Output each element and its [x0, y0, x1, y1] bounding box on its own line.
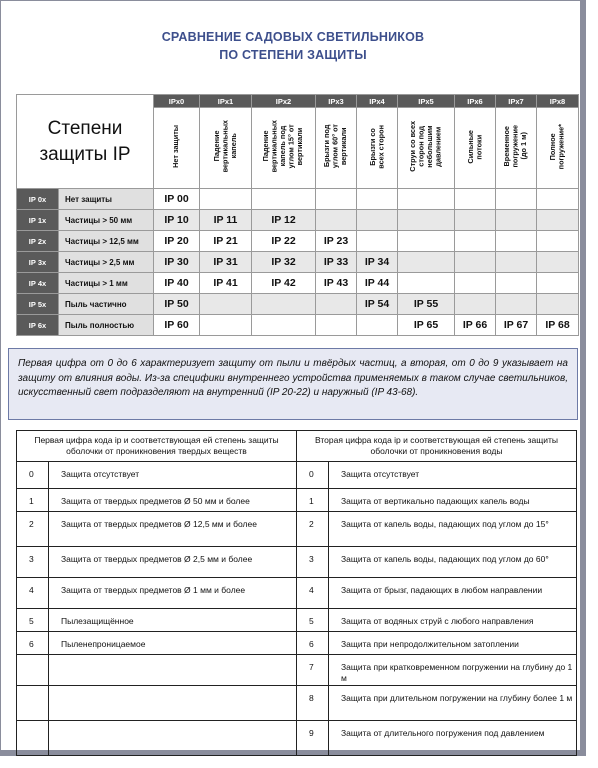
ip-cell: IP 11 [200, 210, 252, 231]
code-description [49, 686, 297, 721]
column-desc [154, 108, 200, 189]
code-row [17, 632, 297, 655]
ip-cell: IP 22 [252, 231, 316, 252]
code-description: Защита при непродолжительном затоплении [329, 632, 577, 655]
ip-row [17, 294, 579, 315]
ip-row [17, 189, 579, 210]
code-number [17, 686, 49, 721]
ip-cell: IP 00 [154, 189, 200, 210]
code-row [297, 721, 577, 756]
code-row [17, 686, 297, 721]
code-row [17, 547, 297, 578]
explanation-note: Первая цифра от 0 до 6 характеризует защиту от пыли и твёрдых частиц, а вторая, от 0 до 9 указывает на защиту от влияния воды. Из-за специфики внутреннего устройства применяемых в таком случае светильников, искусственный свет подразделяют на внутренний (IP 20-22) и наружный (IP 43-68). [8, 348, 578, 420]
code-description: Защита при кратковременном погружении на глубину до 1 м [329, 655, 577, 686]
row-desc: Пыль частично [59, 294, 154, 315]
code-description: Защита отсутствует [329, 462, 577, 489]
code-row [297, 462, 577, 489]
ip-cell: IP 21 [200, 231, 252, 252]
ip-cell [496, 294, 537, 315]
code-description: Защита от твердых предметов Ø 12,5 мм и более [49, 512, 297, 547]
ip-cell [496, 210, 537, 231]
code-row [297, 686, 577, 721]
ip-cell: IP 42 [252, 273, 316, 294]
ip-cell [455, 189, 496, 210]
title-line-1: СРАВНЕНИЕ САДОВЫХ СВЕТИЛЬНИКОВ [161, 30, 425, 44]
row-desc: Частицы > 12,5 мм [59, 231, 154, 252]
ip-cell [316, 210, 357, 231]
code-number: 3 [297, 547, 329, 578]
code-number: 2 [17, 512, 49, 547]
row-key: IP 4x [17, 273, 59, 294]
code-number: 7 [297, 655, 329, 686]
ip-cell: IP 44 [357, 273, 398, 294]
ip-cell [455, 294, 496, 315]
code-row [17, 609, 297, 632]
ip-cell [398, 210, 455, 231]
row-desc: Частицы > 1 мм [59, 273, 154, 294]
ip-cell: IP 32 [252, 252, 316, 273]
code-description: Защита от капель воды, падающих под углом до 15° [329, 512, 577, 547]
first-digit-header: Первая цифра кода ip и соответствующая ей степень защиты оболочки от проникновения твердых веществ [17, 431, 297, 462]
column-code: IPx7 [496, 95, 537, 108]
column-desc [200, 108, 252, 189]
code-description: Защита от водяных струй с любого направления [329, 609, 577, 632]
ip-cell [200, 189, 252, 210]
column-code: IPx8 [537, 95, 579, 108]
ip-cell: IP 10 [154, 210, 200, 231]
column-desc-text: Падение вертикальных капель [211, 120, 238, 173]
code-description: Защита от твердых предметов Ø 2,5 мм и более [49, 547, 297, 578]
column-desc [398, 108, 455, 189]
ip-cell [357, 315, 398, 336]
ip-row [17, 273, 579, 294]
row-desc: Частицы > 2,5 мм [59, 252, 154, 273]
code-number: 5 [17, 609, 49, 632]
ip-row [17, 252, 579, 273]
ip-cell [455, 273, 496, 294]
ip-cell [496, 252, 537, 273]
ip-cell [398, 252, 455, 273]
code-number: 4 [297, 578, 329, 609]
code-row [17, 655, 297, 686]
ip-cell: IP 60 [154, 315, 200, 336]
row-key: IP 5x [17, 294, 59, 315]
row-desc: Частицы > 50 мм [59, 210, 154, 231]
ip-cell [537, 189, 579, 210]
code-number: 5 [297, 609, 329, 632]
code-row [297, 655, 577, 686]
column-desc [252, 108, 316, 189]
code-row [297, 547, 577, 578]
ip-cell: IP 65 [398, 315, 455, 336]
ip-header-codes-row [17, 95, 579, 108]
ip-cell [496, 189, 537, 210]
code-row [17, 462, 297, 489]
column-code: IPx6 [455, 95, 496, 108]
code-description [49, 655, 297, 686]
ip-cell: IP 67 [496, 315, 537, 336]
ip-cell [357, 189, 398, 210]
code-number: 6 [17, 632, 49, 655]
code-row [17, 489, 297, 512]
column-code: IPx4 [357, 95, 398, 108]
ip-cell [537, 231, 579, 252]
title-line-2: ПО СТЕПЕНИ ЗАЩИТЫ [219, 48, 367, 62]
code-row [297, 489, 577, 512]
row-key: IP 2x [17, 231, 59, 252]
code-number: 6 [297, 632, 329, 655]
code-description: Защита от вертикально падающих капель воды [329, 489, 577, 512]
column-desc-text: Временное погружение (до 1 м) [502, 125, 529, 168]
second-digit-header: Вторая цифра кода ip и соответствующая ей степень защиты оболочки от проникновения воды [297, 431, 577, 462]
code-number: 0 [17, 462, 49, 489]
code-description: Пыленепроницаемое [49, 632, 297, 655]
ip-cell: IP 66 [455, 315, 496, 336]
ip-cell [316, 315, 357, 336]
ip-cell [357, 231, 398, 252]
ip-cell [398, 189, 455, 210]
code-description [49, 721, 297, 756]
ip-cell [200, 294, 252, 315]
code-number: 3 [17, 547, 49, 578]
ip-cell [537, 294, 579, 315]
code-description: Защита от твердых предметов Ø 1 мм и более [49, 578, 297, 609]
ip-cell: IP 68 [537, 315, 579, 336]
ip-table [16, 94, 579, 336]
ip-cell [496, 231, 537, 252]
ip-cell [316, 189, 357, 210]
ip-cell: IP 41 [200, 273, 252, 294]
code-description: Защита при длительном погружении на глубину более 1 м [329, 686, 577, 721]
ip-row [17, 210, 579, 231]
ip-cell: IP 12 [252, 210, 316, 231]
code-description: Защита от твердых предметов Ø 50 мм и более [49, 489, 297, 512]
ip-cell [455, 231, 496, 252]
code-number: 8 [297, 686, 329, 721]
ip-cell: IP 20 [154, 231, 200, 252]
code-row [297, 609, 577, 632]
column-desc-text: Брызги под углом 60° от вертикали [322, 124, 349, 169]
ip-cell [200, 315, 252, 336]
ip-cell [537, 252, 579, 273]
code-row [17, 578, 297, 609]
code-number [17, 721, 49, 756]
row-key: IP 3x [17, 252, 59, 273]
page-title [0, 28, 586, 64]
ip-cell [252, 294, 316, 315]
code-row [17, 721, 297, 756]
code-row [17, 512, 297, 547]
column-desc [496, 108, 537, 189]
column-desc-text: Сильные потоки [465, 129, 483, 164]
ip-cell: IP 23 [316, 231, 357, 252]
ip-cell: IP 54 [357, 294, 398, 315]
code-number: 0 [297, 462, 329, 489]
column-desc [537, 108, 579, 189]
code-number: 2 [297, 512, 329, 547]
column-desc [455, 108, 496, 189]
ip-cell [398, 231, 455, 252]
ip-cell [357, 210, 398, 231]
ip-cell: IP 43 [316, 273, 357, 294]
row-desc: Пыль полностью [59, 315, 154, 336]
column-desc-text: Полное погружение* [548, 123, 566, 170]
code-description: Защита от капель воды, падающих под углом до 60° [329, 547, 577, 578]
ip-cell [252, 189, 316, 210]
code-row [297, 512, 577, 547]
code-description: Защита отсутствует [49, 462, 297, 489]
ip-cell [252, 315, 316, 336]
ip-cell: IP 40 [154, 273, 200, 294]
ip-cell [398, 273, 455, 294]
code-description: Защита от брызг, падающих в любом направлении [329, 578, 577, 609]
ip-cell [537, 210, 579, 231]
ip-cell: IP 55 [398, 294, 455, 315]
code-number: 4 [17, 578, 49, 609]
code-description: Пылезащищённое [49, 609, 297, 632]
column-desc-text: Нет защиты [171, 125, 181, 168]
ip-cell [496, 273, 537, 294]
column-code: IPx3 [316, 95, 357, 108]
column-code: IPx2 [252, 95, 316, 108]
row-desc: Нет защиты [59, 189, 154, 210]
ip-cell [455, 210, 496, 231]
column-code: IPx0 [154, 95, 200, 108]
row-key: IP 0x [17, 189, 59, 210]
code-number [17, 655, 49, 686]
code-number: 1 [297, 489, 329, 512]
code-number: 9 [297, 721, 329, 756]
ip-cell [455, 252, 496, 273]
column-desc [357, 108, 398, 189]
ip-corner-title: Степени защиты IP [17, 95, 154, 189]
code-row [297, 578, 577, 609]
row-key: IP 1x [17, 210, 59, 231]
ip-cell: IP 30 [154, 252, 200, 273]
column-desc-text: Падение вертикальных капель под углом 15° от вертикали [261, 120, 305, 173]
code-number: 1 [17, 489, 49, 512]
ip-row [17, 231, 579, 252]
column-code: IPx5 [398, 95, 455, 108]
ip-cell [316, 294, 357, 315]
ip-cell: IP 50 [154, 294, 200, 315]
code-description: Защита от длительного погружения под давлением [329, 721, 577, 756]
ip-cell: IP 34 [357, 252, 398, 273]
column-desc [316, 108, 357, 189]
ip-cell [537, 273, 579, 294]
column-desc-text: Брызги со всех сторон [367, 124, 385, 169]
ip-row [17, 315, 579, 336]
ip-cell: IP 31 [200, 252, 252, 273]
ip-cell: IP 33 [316, 252, 357, 273]
column-desc-text: Струи со всех сторон под небольшим давлением [408, 121, 443, 172]
first-digit-table [16, 430, 297, 756]
column-code: IPx1 [200, 95, 252, 108]
second-digit-table [296, 430, 577, 756]
row-key: IP 6x [17, 315, 59, 336]
code-row [297, 632, 577, 655]
